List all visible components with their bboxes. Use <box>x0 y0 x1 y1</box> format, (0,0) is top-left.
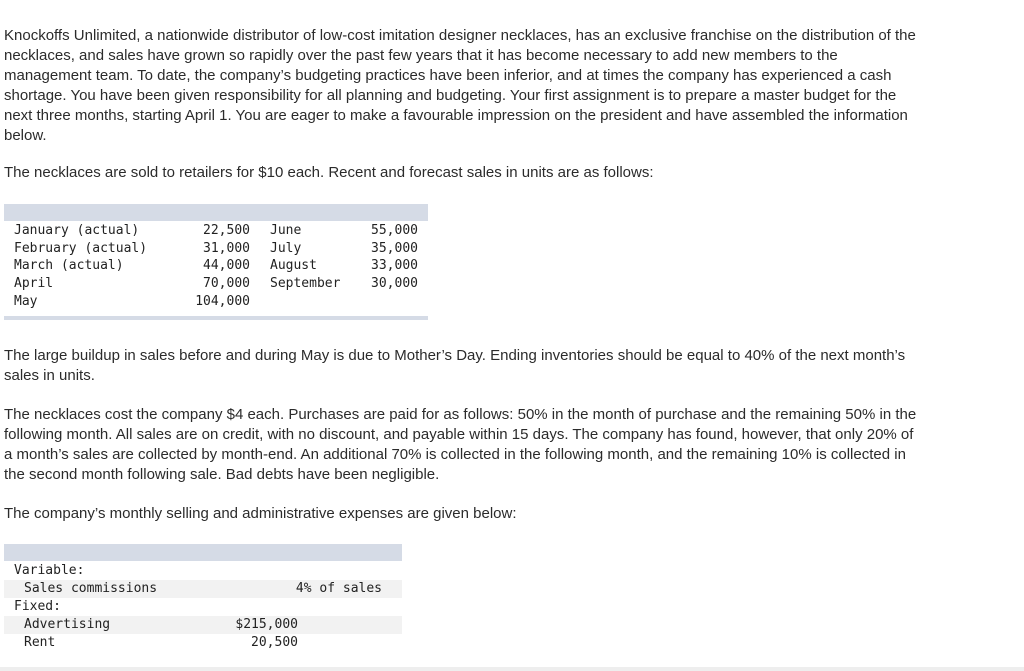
units-value: 22,500 <box>203 223 250 238</box>
price-paragraph: The necklaces are sold to retailers for $10 each. Recent and forecast sales in units are as follows: <box>4 164 654 181</box>
units-value: 104,000 <box>195 293 250 309</box>
month-label: January (actual) <box>14 223 140 238</box>
month-label: March (actual) <box>14 258 124 274</box>
sales-commissions-value: 4% of sales <box>295 581 382 596</box>
month-label: May <box>14 293 38 309</box>
sales-commissions-label: Sales commissions <box>24 581 158 596</box>
bottom-divider <box>0 667 1024 671</box>
month-label: April <box>14 276 54 292</box>
table-row <box>4 257 428 275</box>
variable-label: Variable: <box>14 563 85 578</box>
table-row <box>4 634 402 652</box>
month-label: August <box>270 258 317 274</box>
expenses-paragraph: The company’s monthly selling and administrative expenses are given below: <box>4 505 517 522</box>
units-value: 70,000 <box>203 276 250 292</box>
table-row <box>4 222 428 240</box>
table-row <box>4 580 402 598</box>
intro-paragraph: Knockoffs Unlimited, a nationwide distributor of low-cost imitation designer necklaces, has an exclusive franchise on the distribution of the necklaces, and sales have grown so rapidly over the past few years that it has become necessary to add new members to the management team. To date, the company’s budgeting practices have been inferior, and at times the company has experienced a cash shortage. You have been given responsibility for all planning and budgeting. Your first assignment is to prepare a master budget for the next three months, starting April 1. You are eager to make a favourable impression on the president and have assembled the information below. <box>4 27 916 144</box>
sales-table <box>4 222 428 310</box>
advertising-label: Advertising <box>24 617 111 632</box>
month-label: February (actual) <box>14 240 148 256</box>
units-value: 33,000 <box>371 258 418 274</box>
advertising-value: $215,000 <box>235 617 298 632</box>
rent-value: 20,500 <box>251 635 298 650</box>
table-row <box>4 616 402 634</box>
cost-paragraph: The necklaces cost the company $4 each. Purchases are paid for as follows: 50% in the month of purchase and the remaining 50% in the following month. All sales are on credit, with no discount, and payable within 15 days. The company has found, however, that only 20% of a month’s sales are collected by month-end. An additional 70% is collected in the following month, and the remaining 10% is collected in the second month following sale. Bad debts have been negligible. <box>4 406 917 483</box>
month-label: July <box>270 240 302 256</box>
units-value: 44,000 <box>203 258 250 274</box>
table-row <box>4 275 428 293</box>
units-value: 31,000 <box>203 240 250 256</box>
sales-table-top-band <box>4 204 428 221</box>
units-value: 30,000 <box>371 276 418 292</box>
fixed-label: Fixed: <box>14 599 61 614</box>
mothers-day-paragraph: The large buildup in sales before and during May is due to Mother’s Day. Ending inventories should be equal to 40% of the next month’s sales in units. <box>4 347 906 384</box>
sales-table-bottom-rule <box>4 316 428 320</box>
expenses-table <box>4 562 402 652</box>
expenses-table-top-band <box>4 544 402 561</box>
units-value: 55,000 <box>371 223 418 238</box>
table-row <box>4 598 402 616</box>
table-row <box>4 240 428 258</box>
month-label: September <box>270 276 341 292</box>
table-row <box>4 562 402 580</box>
units-value: 35,000 <box>371 240 418 256</box>
month-label: June <box>270 223 302 238</box>
table-row <box>4 293 428 311</box>
rent-label: Rent <box>24 635 56 650</box>
